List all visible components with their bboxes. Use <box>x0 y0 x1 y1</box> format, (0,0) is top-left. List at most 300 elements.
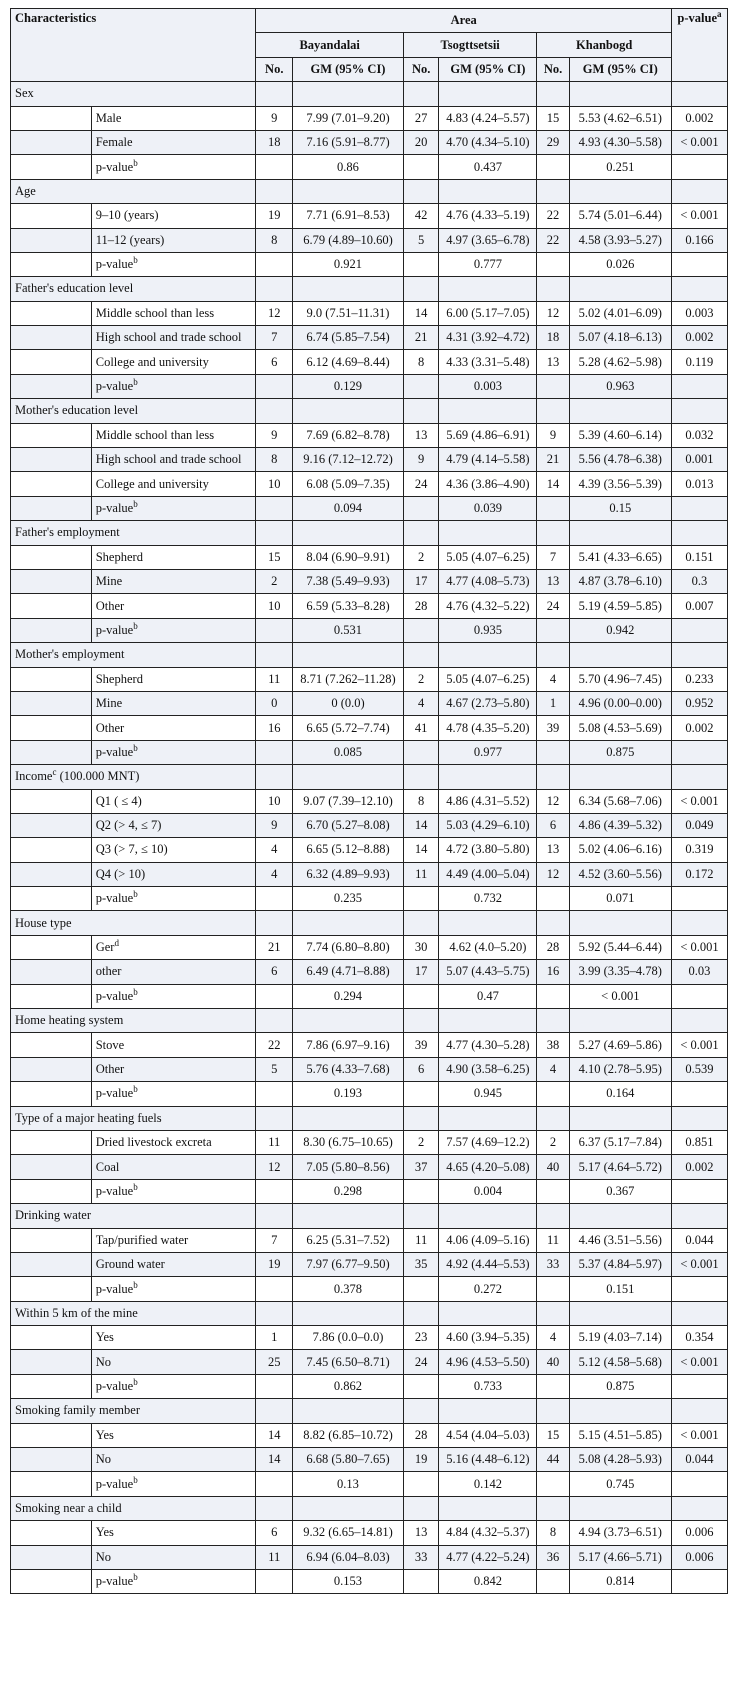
pvalue-a-cell <box>671 618 727 642</box>
count-cell: 42 <box>403 204 439 228</box>
table-row <box>11 1228 728 1252</box>
empty-cell <box>293 765 404 789</box>
count-cell: 17 <box>403 569 439 593</box>
gm-ci-cell: 5.19 (4.03–7.14) <box>569 1326 671 1350</box>
count-cell <box>537 1179 569 1203</box>
empty-cell <box>537 399 569 423</box>
row-label: Yes <box>91 1423 256 1447</box>
pvalue-b-cell: 0.298 <box>293 1179 404 1203</box>
gm-ci-cell: 8.71 (7.262–11.28) <box>293 667 404 691</box>
indent-cell <box>11 1082 92 1106</box>
table-row <box>11 1057 728 1081</box>
gm-header: GM (95% CI) <box>439 57 537 81</box>
table-row <box>11 448 728 472</box>
pvalue-a-cell: 0.049 <box>671 813 727 837</box>
count-cell: 21 <box>537 448 569 472</box>
section-row <box>11 643 728 667</box>
gm-ci-cell: 7.69 (6.82–8.78) <box>293 423 404 447</box>
count-cell <box>403 1374 439 1398</box>
count-cell: 6 <box>256 350 293 374</box>
empty-cell <box>439 1009 537 1033</box>
indent-cell <box>11 1570 92 1594</box>
count-cell: 11 <box>403 1228 439 1252</box>
gm-ci-cell: 5.69 (4.86–6.91) <box>439 423 537 447</box>
empty-cell <box>569 1204 671 1228</box>
gm-ci-cell: 5.41 (4.33–6.65) <box>569 545 671 569</box>
table-row <box>11 1326 728 1350</box>
empty-cell <box>256 911 293 935</box>
empty-cell <box>439 1399 537 1423</box>
count-cell: 9 <box>256 813 293 837</box>
row-label: Ger$^d$ <box>91 935 256 959</box>
pvalue-a-cell: < 0.001 <box>671 1423 727 1447</box>
gm-ci-cell: 4.49 (4.00–5.04) <box>439 862 537 886</box>
section-row <box>11 399 728 423</box>
empty-cell <box>403 1009 439 1033</box>
empty-cell <box>537 1301 569 1325</box>
count-cell: 2 <box>537 1130 569 1154</box>
section-title: Age <box>11 179 256 203</box>
count-cell: 35 <box>403 1252 439 1276</box>
count-cell: 37 <box>403 1155 439 1179</box>
pvalue-b-cell: 0.071 <box>569 887 671 911</box>
count-cell: 17 <box>403 960 439 984</box>
pvalue-a-cell <box>671 252 727 276</box>
gm-ci-cell: 4.86 (4.39–5.32) <box>569 813 671 837</box>
count-cell: 16 <box>256 716 293 740</box>
gm-ci-cell: 8.04 (6.90–9.91) <box>293 545 404 569</box>
row-label: Middle school than less <box>91 423 256 447</box>
pvalue-b-cell: 0.151 <box>569 1277 671 1301</box>
table-row <box>11 130 728 154</box>
empty-cell <box>403 277 439 301</box>
empty-cell <box>256 1204 293 1228</box>
count-cell: 15 <box>537 106 569 130</box>
gm-ci-cell: 4.79 (4.14–5.58) <box>439 448 537 472</box>
count-cell <box>537 1472 569 1496</box>
pvalue-a-cell: 0.001 <box>671 448 727 472</box>
count-cell: 40 <box>537 1155 569 1179</box>
pvalue-a-cell <box>671 496 727 520</box>
pvalue-b-cell: 0.367 <box>569 1179 671 1203</box>
indent-cell <box>11 106 92 130</box>
section-row <box>11 82 728 106</box>
empty-cell <box>537 1496 569 1520</box>
pvalue-b-cell: 0.814 <box>569 1570 671 1594</box>
pvalue-b-cell: 0.47 <box>439 984 537 1008</box>
count-cell: 13 <box>537 350 569 374</box>
count-cell: 11 <box>256 667 293 691</box>
count-cell: 13 <box>403 423 439 447</box>
gm-ci-cell: 6.79 (4.89–10.60) <box>293 228 404 252</box>
empty-cell <box>439 911 537 935</box>
pvalue-label: p-value$^b$ <box>91 1179 256 1203</box>
gm-ci-cell: 5.02 (4.06–6.16) <box>569 838 671 862</box>
pvalue-label: p-value$^b$ <box>91 1374 256 1398</box>
gm-ci-cell: 4.54 (4.04–5.03) <box>439 1423 537 1447</box>
empty-cell <box>671 911 727 935</box>
indent-cell <box>11 1521 92 1545</box>
count-cell: 14 <box>403 813 439 837</box>
pvalue-a-cell: 0.044 <box>671 1448 727 1472</box>
indent-cell <box>11 569 92 593</box>
table-row <box>11 204 728 228</box>
gm-ci-cell: 6.25 (5.31–7.52) <box>293 1228 404 1252</box>
empty-cell <box>569 82 671 106</box>
count-cell: 0 <box>256 691 293 715</box>
gm-ci-cell: 5.92 (5.44–6.44) <box>569 935 671 959</box>
gm-ci-cell: 5.08 (4.53–5.69) <box>569 716 671 740</box>
section-row <box>11 911 728 935</box>
gm-ci-cell: 5.12 (4.58–5.68) <box>569 1350 671 1374</box>
pvalue-b-cell: < 0.001 <box>569 984 671 1008</box>
empty-cell <box>403 1496 439 1520</box>
count-cell <box>256 252 293 276</box>
empty-cell <box>537 521 569 545</box>
count-cell: 12 <box>256 301 293 325</box>
row-label: Male <box>91 106 256 130</box>
pvalue-row <box>11 252 728 276</box>
section-title: Father's education level <box>11 277 256 301</box>
gm-ci-cell: 5.56 (4.78–6.38) <box>569 448 671 472</box>
gm-ci-cell: 4.52 (3.60–5.56) <box>569 862 671 886</box>
indent-cell <box>11 1155 92 1179</box>
count-cell: 2 <box>403 1130 439 1154</box>
area-bayandalai-header: Bayandalai <box>256 33 403 57</box>
count-cell <box>256 1082 293 1106</box>
pvalue-b-cell: 0.13 <box>293 1472 404 1496</box>
count-cell <box>256 1374 293 1398</box>
gm-header: GM (95% CI) <box>569 57 671 81</box>
pvalue-b-cell: 0.875 <box>569 1374 671 1398</box>
gm-ci-cell: 4.39 (3.56–5.39) <box>569 472 671 496</box>
count-cell: 11 <box>256 1545 293 1569</box>
pvalue-b-cell: 0.733 <box>439 1374 537 1398</box>
count-cell: 22 <box>256 1033 293 1057</box>
empty-cell <box>439 1204 537 1228</box>
count-cell: 12 <box>256 1155 293 1179</box>
gm-ci-cell: 7.05 (5.80–8.56) <box>293 1155 404 1179</box>
no-header: No. <box>403 57 439 81</box>
count-cell <box>403 374 439 398</box>
pvalue-a-cell: 0.172 <box>671 862 727 886</box>
gm-ci-cell: 7.86 (6.97–9.16) <box>293 1033 404 1057</box>
pvalue-label: p-value$^b$ <box>91 1082 256 1106</box>
table-row <box>11 545 728 569</box>
pvalue-a-cell: 0.319 <box>671 838 727 862</box>
count-cell: 15 <box>256 545 293 569</box>
section-title: Sex <box>11 82 256 106</box>
gm-ci-cell: 5.74 (5.01–6.44) <box>569 204 671 228</box>
gm-ci-cell: 9.0 (7.51–11.31) <box>293 301 404 325</box>
pvalue-a-cell <box>671 1374 727 1398</box>
count-cell <box>403 252 439 276</box>
empty-cell <box>256 82 293 106</box>
gm-ci-cell: 4.33 (3.31–5.48) <box>439 350 537 374</box>
pvalue-label: p-value$^b$ <box>91 496 256 520</box>
table-row <box>11 569 728 593</box>
table-row <box>11 691 728 715</box>
empty-cell <box>256 1009 293 1033</box>
pvalue-a-cell <box>671 1082 727 1106</box>
row-label: No <box>91 1350 256 1374</box>
count-cell: 33 <box>403 1545 439 1569</box>
indent-cell <box>11 1374 92 1398</box>
pvalue-b-cell: 0.129 <box>293 374 404 398</box>
section-title: Mother's education level <box>11 399 256 423</box>
indent-cell <box>11 594 92 618</box>
row-label: Coal <box>91 1155 256 1179</box>
count-cell: 18 <box>256 130 293 154</box>
row-label: High school and trade school <box>91 448 256 472</box>
count-cell: 9 <box>403 448 439 472</box>
pvalue-row <box>11 1472 728 1496</box>
row-label: Mine <box>91 691 256 715</box>
count-cell: 40 <box>537 1350 569 1374</box>
pvalue-a-cell: 0.032 <box>671 423 727 447</box>
count-cell <box>256 618 293 642</box>
count-cell: 8 <box>256 228 293 252</box>
count-cell <box>537 155 569 179</box>
pvalue-b-cell: 0.378 <box>293 1277 404 1301</box>
table-row <box>11 423 728 447</box>
pvalue-b-cell: 0.164 <box>569 1082 671 1106</box>
empty-cell <box>537 911 569 935</box>
gm-ci-cell: 7.71 (6.91–8.53) <box>293 204 404 228</box>
count-cell: 39 <box>403 1033 439 1057</box>
pvalue-a-cell <box>671 374 727 398</box>
section-title: Drinking water <box>11 1204 256 1228</box>
pvalue-b-cell: 0.094 <box>293 496 404 520</box>
gm-ci-cell: 5.07 (4.18–6.13) <box>569 326 671 350</box>
empty-cell <box>671 1106 727 1130</box>
count-cell: 8 <box>537 1521 569 1545</box>
gm-ci-cell: 6.12 (4.69–8.44) <box>293 350 404 374</box>
table-row <box>11 594 728 618</box>
empty-cell <box>671 521 727 545</box>
indent-cell <box>11 350 92 374</box>
indent-cell <box>11 838 92 862</box>
section-row <box>11 1009 728 1033</box>
empty-cell <box>403 643 439 667</box>
pvalue-row <box>11 1374 728 1398</box>
gm-ci-cell: 4.65 (4.20–5.08) <box>439 1155 537 1179</box>
count-cell <box>256 155 293 179</box>
count-cell: 36 <box>537 1545 569 1569</box>
pvalue-a-cell: 0.166 <box>671 228 727 252</box>
count-cell: 24 <box>537 594 569 618</box>
pvalue-b-cell: 0.193 <box>293 1082 404 1106</box>
pvalue-row <box>11 1570 728 1594</box>
row-label: No <box>91 1448 256 1472</box>
pvalue-label: p-value$^b$ <box>91 1472 256 1496</box>
empty-cell <box>569 521 671 545</box>
table-row <box>11 326 728 350</box>
count-cell: 9 <box>256 106 293 130</box>
count-cell: 19 <box>256 1252 293 1276</box>
gm-ci-cell: 5.76 (4.33–7.68) <box>293 1057 404 1081</box>
empty-cell <box>403 399 439 423</box>
empty-cell <box>256 765 293 789</box>
count-cell: 10 <box>256 472 293 496</box>
gm-ci-cell: 4.96 (0.00–0.00) <box>569 691 671 715</box>
empty-cell <box>671 1496 727 1520</box>
indent-cell <box>11 935 92 959</box>
empty-cell <box>256 1496 293 1520</box>
empty-cell <box>569 179 671 203</box>
gm-ci-cell: 5.15 (4.51–5.85) <box>569 1423 671 1447</box>
indent-cell <box>11 813 92 837</box>
count-cell <box>403 1277 439 1301</box>
pvalue-row <box>11 984 728 1008</box>
section-row <box>11 1496 728 1520</box>
indent-cell <box>11 228 92 252</box>
section-title: Smoking family member <box>11 1399 256 1423</box>
empty-cell <box>439 179 537 203</box>
gm-ci-cell: 4.60 (3.94–5.35) <box>439 1326 537 1350</box>
pvalue-a-cell: 0.119 <box>671 350 727 374</box>
gm-ci-cell: 5.17 (4.66–5.71) <box>569 1545 671 1569</box>
empty-cell <box>293 1009 404 1033</box>
row-label: Middle school than less <box>91 301 256 325</box>
pvalue-a-cell: 0.233 <box>671 667 727 691</box>
count-cell <box>256 1472 293 1496</box>
count-cell: 13 <box>537 838 569 862</box>
pvalue-a-cell <box>671 887 727 911</box>
pvalue-b-cell: 0.875 <box>569 740 671 764</box>
empty-cell <box>293 1399 404 1423</box>
row-label: Yes <box>91 1521 256 1545</box>
indent-cell <box>11 374 92 398</box>
gm-ci-cell: 4.87 (3.78–6.10) <box>569 569 671 593</box>
count-cell <box>403 496 439 520</box>
empty-cell <box>671 399 727 423</box>
count-cell: 18 <box>537 326 569 350</box>
row-label: Dried livestock excreta <box>91 1130 256 1154</box>
gm-ci-cell: 6.00 (5.17–7.05) <box>439 301 537 325</box>
empty-cell <box>537 82 569 106</box>
pvalue-b-cell: 0.86 <box>293 155 404 179</box>
empty-cell <box>439 277 537 301</box>
count-cell: 10 <box>256 789 293 813</box>
gm-ci-cell: 4.36 (3.86–4.90) <box>439 472 537 496</box>
count-cell: 4 <box>403 691 439 715</box>
gm-ci-cell: 4.10 (2.78–5.95) <box>569 1057 671 1081</box>
indent-cell <box>11 130 92 154</box>
empty-cell <box>537 643 569 667</box>
section-title: Home heating system <box>11 1009 256 1033</box>
pvalue-label: p-value$^b$ <box>91 740 256 764</box>
section-row <box>11 765 728 789</box>
empty-cell <box>403 1399 439 1423</box>
empty-cell <box>671 643 727 667</box>
empty-cell <box>569 911 671 935</box>
pvalue-b-cell: 0.294 <box>293 984 404 1008</box>
pvalue-b-cell: 0.15 <box>569 496 671 520</box>
indent-cell <box>11 887 92 911</box>
count-cell: 14 <box>256 1423 293 1447</box>
header-row-1 <box>11 9 728 33</box>
data-table <box>10 8 728 1594</box>
count-cell: 6 <box>256 1521 293 1545</box>
gm-ci-cell: 4.92 (4.44–5.53) <box>439 1252 537 1276</box>
indent-cell <box>11 1179 92 1203</box>
count-cell <box>256 496 293 520</box>
indent-cell <box>11 448 92 472</box>
empty-cell <box>256 1399 293 1423</box>
empty-cell <box>403 1204 439 1228</box>
count-cell: 10 <box>256 594 293 618</box>
pvalue-a-cell: 0.002 <box>671 1155 727 1179</box>
pvalue-a-cell <box>671 984 727 1008</box>
count-cell: 27 <box>403 106 439 130</box>
pvalue-b-cell: 0.531 <box>293 618 404 642</box>
table-row <box>11 667 728 691</box>
empty-cell <box>439 1496 537 1520</box>
section-title: House type <box>11 911 256 935</box>
indent-cell <box>11 1448 92 1472</box>
row-label: 9–10 (years) <box>91 204 256 228</box>
count-cell: 4 <box>256 862 293 886</box>
pvalue-b-cell: 0.039 <box>439 496 537 520</box>
gm-ci-cell: 7.99 (7.01–9.20) <box>293 106 404 130</box>
gm-ci-cell: 4.93 (4.30–5.58) <box>569 130 671 154</box>
gm-ci-cell: 6.59 (5.33–8.28) <box>293 594 404 618</box>
pvalue-row <box>11 374 728 398</box>
pvalue-b-cell: 0.935 <box>439 618 537 642</box>
table-row <box>11 228 728 252</box>
empty-cell <box>569 277 671 301</box>
gm-ci-cell: 6.08 (5.09–7.35) <box>293 472 404 496</box>
count-cell <box>403 1179 439 1203</box>
pvalue-a-cell <box>671 1570 727 1594</box>
pvalue-a-cell: 0.539 <box>671 1057 727 1081</box>
indent-cell <box>11 1350 92 1374</box>
count-cell <box>403 1082 439 1106</box>
table-body <box>11 82 728 1594</box>
pvalue-b-cell: 0.003 <box>439 374 537 398</box>
count-cell <box>537 1570 569 1594</box>
count-cell: 5 <box>403 228 439 252</box>
gm-ci-cell: 4.76 (4.33–5.19) <box>439 204 537 228</box>
indent-cell <box>11 716 92 740</box>
empty-cell <box>256 1301 293 1325</box>
gm-ci-cell: 3.99 (3.35–4.78) <box>569 960 671 984</box>
count-cell: 11 <box>256 1130 293 1154</box>
pvalue-a-cell: 0.013 <box>671 472 727 496</box>
gm-ci-cell: 4.78 (4.35–5.20) <box>439 716 537 740</box>
section-row <box>11 521 728 545</box>
table-row <box>11 935 728 959</box>
empty-cell <box>671 1009 727 1033</box>
pvalue-b-cell: 0.732 <box>439 887 537 911</box>
count-cell: 4 <box>256 838 293 862</box>
pvalue-a-cell: 0.03 <box>671 960 727 984</box>
pvalue-label: p-value$^b$ <box>91 618 256 642</box>
gm-ci-cell: 6.32 (4.89–9.93) <box>293 862 404 886</box>
count-cell <box>256 1570 293 1594</box>
pvalue-a-cell: 0.002 <box>671 326 727 350</box>
table-row <box>11 1423 728 1447</box>
count-cell: 7 <box>256 1228 293 1252</box>
indent-cell <box>11 1252 92 1276</box>
count-cell: 14 <box>403 838 439 862</box>
gm-ci-cell: 4.58 (3.93–5.27) <box>569 228 671 252</box>
empty-cell <box>293 277 404 301</box>
count-cell <box>537 496 569 520</box>
pvalue-label: p-value$^b$ <box>91 374 256 398</box>
no-header: No. <box>537 57 569 81</box>
